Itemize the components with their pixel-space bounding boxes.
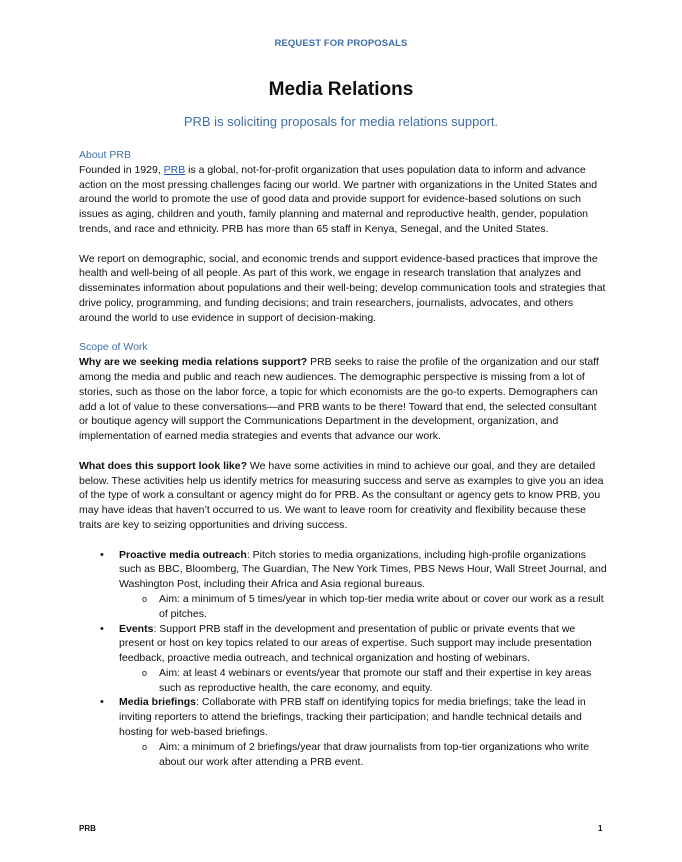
about-p1-post: is a global, not-for-profit organization that uses population data to inform and advance action on the most pressing challenges facing our world. We partner with organizations in the United States and around the world to promote the use of good data and provide support for evidence-based solutions on such issues as aging, children and youth, family planning and maternal and reproductive health, gender, population trends, and race and ethnicity. PRB has more than 65 staff in Kenya, Senegal, and the United States. <box>79 163 598 235</box>
list-item <box>79 695 607 769</box>
about-paragraph-1 <box>79 163 607 237</box>
activity-text: : Support PRB staff in the development and presentation of public or private events that we present or host on key topics related to our areas of expertise. Such support may include presentation feedback, proactive media outreach, and technical organization and hosting of webinars. <box>119 622 592 665</box>
activity-title: Proactive media outreach <box>119 548 247 561</box>
list-item <box>79 622 607 696</box>
scope-paragraph-2 <box>79 459 607 533</box>
circle-bullet-icon: o <box>142 741 148 752</box>
activity-text: : Collaborate with PRB staff on identifying topics for media briefings; take the lead in inviting reporters to attend the briefings, tracking their participation; and handle technical details and hosting for web-based briefings. <box>119 696 586 739</box>
activities-list <box>79 548 607 770</box>
scope-p2-lead: What does this support look like? <box>79 459 248 472</box>
scope-p2-text: We have some activities in mind to achieve our goal, and they are detailed below. These activities help us identify metrics for measuring success and serve as examples to give you an idea of the type of work a consultant or agency might do for PRB. As the consultant or agency gets to know PRB, you may have ideas that haven’t occurred to us. We want to leave room for creativity and flexibility because these traits are key to seizing opportunities and driving success. <box>79 459 604 531</box>
scope-p1-text: PRB seeks to raise the profile of the organization and our staff among the media and public and reach new audiences. The demographic perspective is missing from a lot of stories, such as those on the labor force, a topic for which economists are the go-to experts. Demographers can add a lot of value to these conversations—and PRB wants to be there! Toward that end, the selected consultant or boutique agency will support the Communications Department in the development, organization, and implementation of earned media strategies and events that advance our work. <box>79 356 599 443</box>
bullet-icon: • <box>100 696 104 709</box>
aim-label: Aim <box>159 740 178 753</box>
document-subtitle: PRB is soliciting proposals for media relations support. <box>183 114 499 129</box>
about-p1-pre: Founded in 1929, <box>79 163 164 176</box>
page-number: 1 <box>598 824 603 833</box>
list-item <box>79 548 607 622</box>
aim-text: : at least 4 webinars or events/year that promote our staff and their expertise in key areas such as reproductive health, the care economy, and equity. <box>159 666 592 694</box>
prb-link[interactable]: PRB <box>163 163 186 176</box>
bullet-icon: • <box>100 622 104 635</box>
aim-item <box>119 666 607 696</box>
aim-label: Aim <box>159 592 178 605</box>
scope-p1-lead: Why are we seeking media relations support? <box>79 356 308 369</box>
document-kicker: REQUEST FOR PROPOSALS <box>274 38 408 49</box>
bullet-icon: • <box>100 548 104 561</box>
activity-title: Media briefings <box>119 696 197 709</box>
about-heading: About PRB <box>79 149 131 161</box>
activity-title: Events <box>119 622 154 635</box>
aim-label: Aim <box>159 666 178 679</box>
footer-org: PRB <box>79 824 96 833</box>
aim-text: : a minimum of 5 times/year in which top-tier media write about or cover our work as a result of pitches. <box>159 592 604 620</box>
document-body <box>79 148 607 769</box>
circle-bullet-icon: o <box>142 593 148 604</box>
activity-text: : Pitch stories to media organizations, including high-profile organizations such as BBC, Bloomberg, The Guardian, The New York Times, PBS News Hour, Wall Street Journal, and Washington Post, including their Africa and Asia regional bureaus. <box>119 548 607 591</box>
about-paragraph-2: We report on demographic, social, and economic trends and support evidence-based practices that improve the health and well-being of all people. As part of this work, we engage in research translation that analyzes and disseminates information about populations and their well-being; develop communication tools and strategies that drive policy, programming, and funding decisions; and train researchers, journalists, advocates, and others around the world to use evidence in support of decision-making. <box>79 252 606 324</box>
aim-item <box>119 740 607 770</box>
document-title: Media Relations <box>268 79 414 100</box>
aim-item <box>119 592 607 622</box>
scope-heading: Scope of Work <box>79 341 148 354</box>
scope-paragraph-1 <box>79 355 607 444</box>
circle-bullet-icon: o <box>142 667 148 678</box>
aim-text: : a minimum of 2 briefings/year that draw journalists from top-tier organizations who write about our work after attending a PRB event. <box>159 740 590 768</box>
